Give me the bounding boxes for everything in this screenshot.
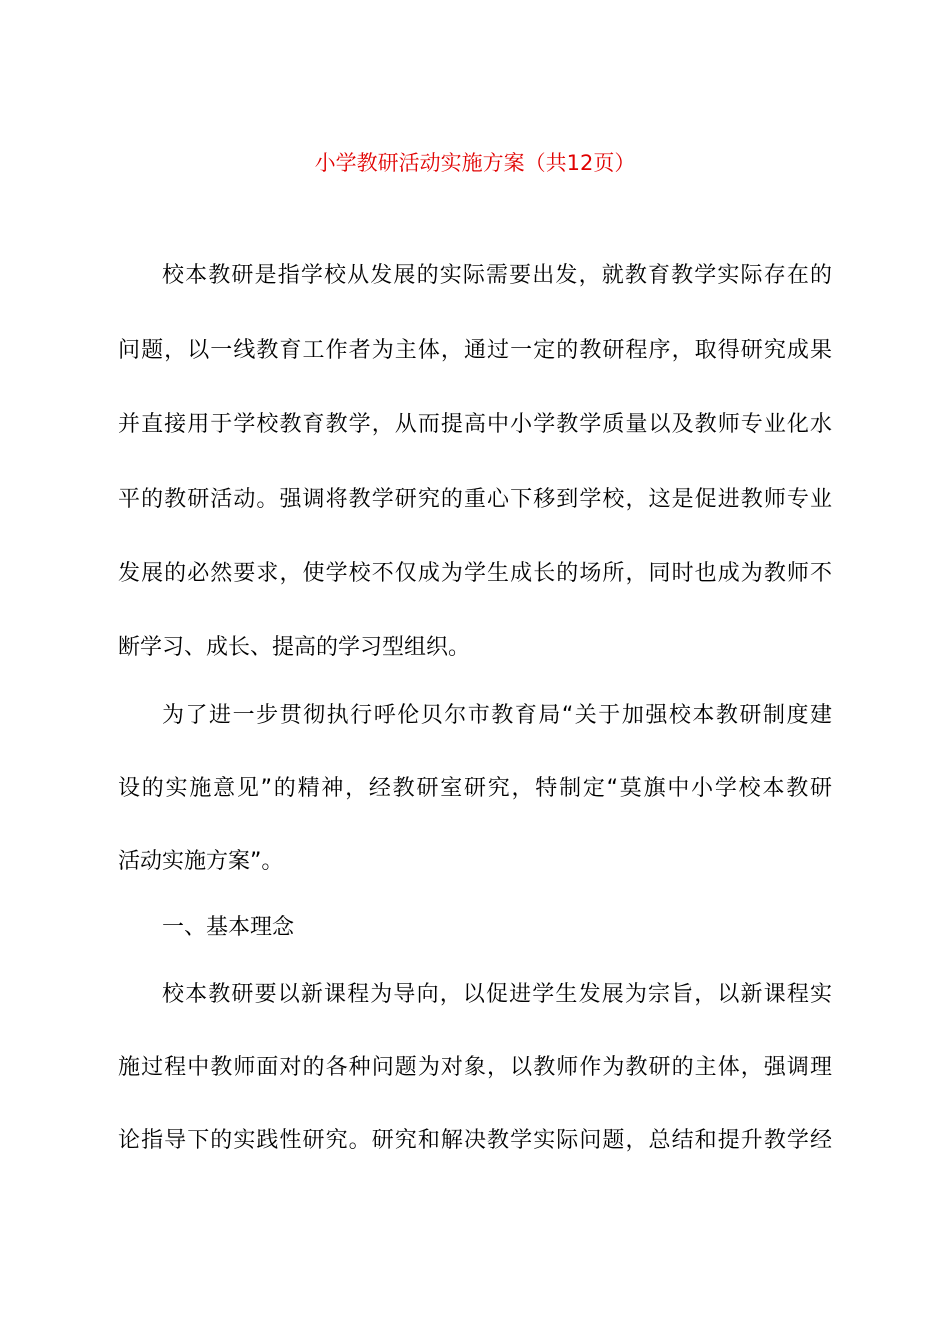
paragraph-1-line-5: 发展的必然要求，使学校不仅成为学生成长的场所，同时也成为教师不: [118, 561, 832, 586]
paragraph-1-line-4: 平的教研活动。强调将教学研究的重心下移到学校，这是促进教师专业: [118, 487, 832, 512]
paragraph-2-line-2: 设的实施意见”的精神，经教研室研究，特制定“莫旗中小学校本教研: [118, 776, 832, 801]
paragraph-2-line-3: 活动实施方案”。: [118, 849, 284, 874]
paragraph-2-line-1: 为了进一步贯彻执行呼伦贝尔市教育局“关于加强校本教研制度建: [162, 703, 832, 728]
paragraph-1-line-6: 断学习、成长、提高的学习型组织。: [118, 635, 471, 660]
paragraph-3-line-1: 校本教研要以新课程为导向，以促进学生发展为宗旨，以新课程实: [162, 982, 832, 1007]
paragraph-1-line-1: 校本教研是指学校从发展的实际需要出发，就教育教学实际存在的: [162, 263, 832, 288]
paragraph-3-line-3: 论指导下的实践性研究。研究和解决教学实际问题，总结和提升教学经: [118, 1128, 832, 1153]
document-title: 小学教研活动实施方案（共12页）: [314, 151, 636, 175]
paragraph-1-line-2: 问题，以一线教育工作者为主体，通过一定的教研程序，取得研究成果: [118, 338, 832, 363]
paragraph-1-line-3: 并直接用于学校教育教学，从而提高中小学教学质量以及教师专业化水: [118, 412, 832, 437]
section-heading: 一、基本理念: [162, 915, 295, 940]
paragraph-3-line-2: 施过程中教师面对的各种问题为对象，以教师作为教研的主体，强调理: [118, 1055, 832, 1080]
